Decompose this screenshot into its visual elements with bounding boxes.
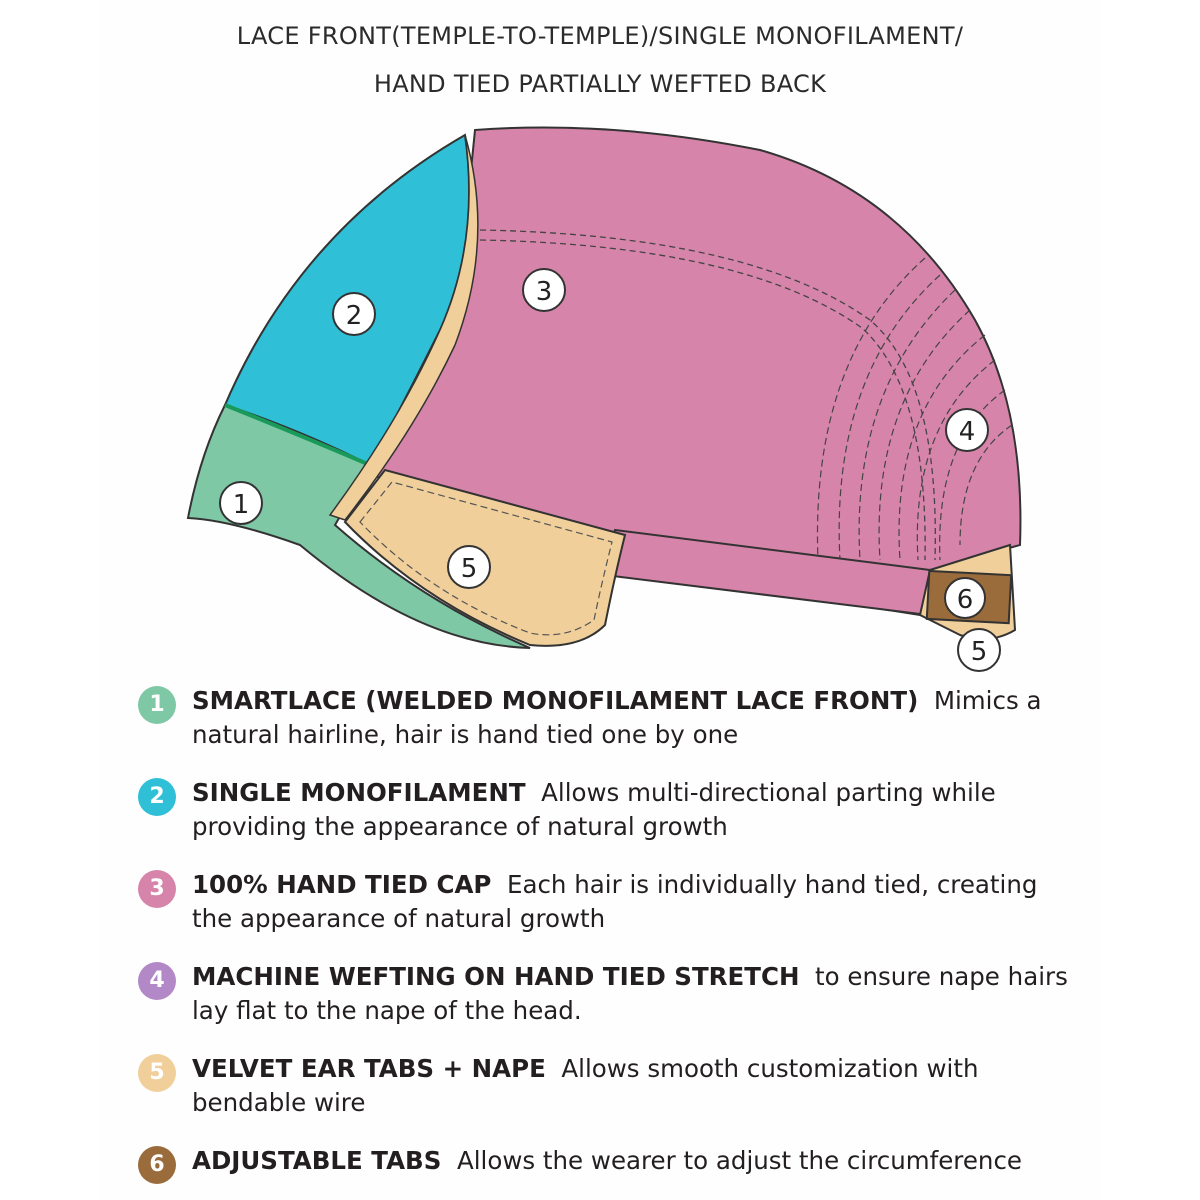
- legend-text-1: [192, 684, 1072, 752]
- legend-title-2: SINGLE MONOFILAMENT: [192, 778, 526, 807]
- svg-text:5: 5: [460, 554, 478, 584]
- legend-title-4: MACHINE WEFTING ON HAND TIED STRETCH: [192, 962, 800, 991]
- legend-text-6: [192, 1144, 1072, 1178]
- marker-4: [946, 409, 988, 451]
- legend-title-3: 100% HAND TIED CAP: [192, 870, 492, 899]
- svg-text:3: 3: [535, 277, 553, 307]
- marker-1: [220, 482, 262, 524]
- legend-desc-5: Allows smooth customization with bendable wire: [192, 1054, 979, 1117]
- marker-3: [523, 269, 565, 311]
- legend-badge-1: 1: [138, 686, 176, 724]
- svg-text:1: 1: [232, 490, 250, 520]
- legend-badge-4: 4: [138, 962, 176, 1000]
- svg-text:2: 2: [345, 301, 363, 331]
- legend-badge-3: 3: [138, 870, 176, 908]
- legend-title-5: VELVET EAR TABS + NAPE: [192, 1054, 546, 1083]
- svg-text:6: 6: [956, 585, 974, 615]
- legend-text-5: [192, 1052, 1072, 1120]
- legend-text-3: [192, 868, 1072, 936]
- svg-text:5: 5: [970, 637, 988, 667]
- legend-desc-6: Allows the wearer to adjust the circumference: [456, 1146, 1022, 1175]
- diagram-title-line-2: HAND TIED PARTIALLY WEFTED BACK: [373, 70, 827, 98]
- legend-badge-2: 2: [138, 778, 176, 816]
- legend-text-4: [192, 960, 1072, 1028]
- svg-text:4: 4: [958, 417, 976, 447]
- legend-text-2: [192, 776, 1072, 844]
- legend-desc-1: Mimics a natural hairline, hair is hand tied one by one: [192, 686, 1042, 749]
- marker-2: [333, 293, 375, 335]
- legend-desc-2: Allows multi-directional parting while providing the appearance of natural growth: [192, 778, 996, 841]
- legend-badge-5: 5: [138, 1054, 176, 1092]
- marker-6: [945, 578, 985, 618]
- marker-5-nape: [958, 629, 1000, 671]
- legend-desc-3: Each hair is individually hand tied, creating the appearance of natural growth: [192, 870, 1038, 933]
- legend-title-6: ADJUSTABLE TABS: [192, 1146, 442, 1175]
- diagram-title-line-1: LACE FRONT(TEMPLE-TO-TEMPLE)/SINGLE MONOFILAMENT/: [236, 22, 964, 50]
- legend-desc-4: to ensure nape hairs lay flat to the nape of the head.: [192, 962, 1068, 1025]
- legend-badge-6: 6: [138, 1146, 176, 1184]
- marker-5-ear: [448, 546, 490, 588]
- legend-title-1: SMARTLACE (WELDED MONOFILAMENT LACE FRONT): [192, 686, 919, 715]
